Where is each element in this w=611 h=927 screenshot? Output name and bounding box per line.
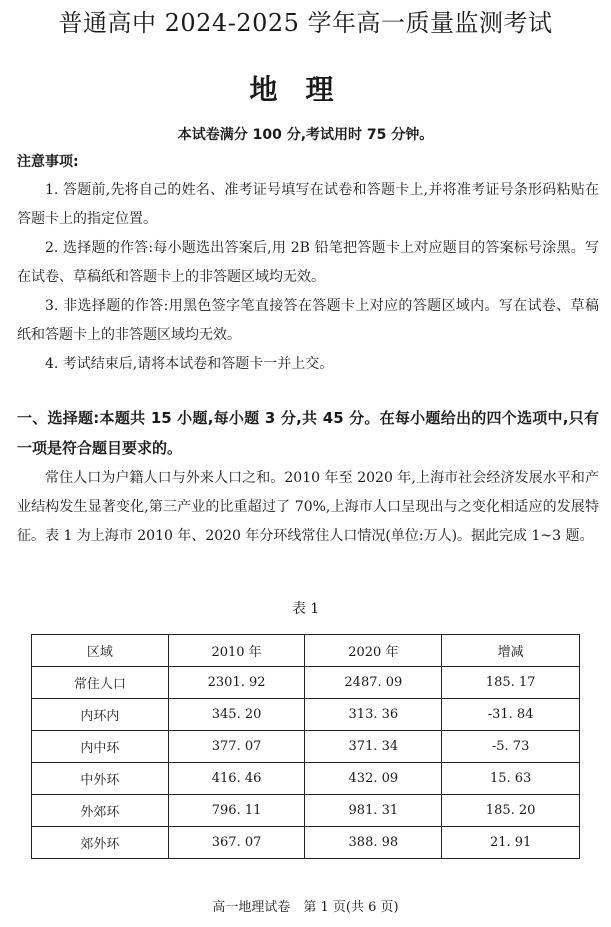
table-row bbox=[32, 699, 580, 731]
cell-2010: 377. 07 bbox=[168, 731, 305, 763]
table-row bbox=[32, 763, 580, 795]
cell-2010: 796. 11 bbox=[168, 795, 305, 827]
exam-info: 本试卷满分 100 分,考试用时 75 分钟。 bbox=[177, 127, 434, 143]
table-row bbox=[32, 667, 580, 699]
subject-title: 地理 bbox=[249, 73, 362, 106]
cell-change: -31. 84 bbox=[442, 699, 580, 731]
cell-change: 15. 63 bbox=[442, 763, 580, 795]
cell-region: 郊外环 bbox=[32, 827, 169, 859]
notice-item-2: 2. 选择题的作答:每小题选出答案后,用 2B 铅笔把答题卡上对应题目的答案标号涂黑。写在试卷、草稿纸和答题卡上的非答题区域均无效。 bbox=[17, 240, 599, 285]
cell-2020: 313. 36 bbox=[305, 699, 442, 731]
table-row bbox=[32, 731, 580, 763]
cell-region: 内环内 bbox=[32, 699, 169, 731]
cell-2010: 367. 07 bbox=[168, 827, 305, 859]
page-footer: 高一地理试卷 第 1 页(共 6 页) bbox=[212, 900, 399, 915]
cell-change: 185. 17 bbox=[442, 667, 580, 699]
population-table bbox=[31, 634, 580, 859]
section-heading: 一、选择题:本题共 15 小题,每小题 3 分,共 45 分。在每小题给出的四个选项中,只有一项是符合题目要求的。 bbox=[17, 409, 599, 457]
cell-change: -5. 73 bbox=[442, 731, 580, 763]
header-change: 增减 bbox=[442, 635, 580, 667]
header-2010: 2010 年 bbox=[168, 635, 305, 667]
header-2020: 2020 年 bbox=[305, 635, 442, 667]
exam-title: 普通高中 2024-2025 学年高一质量监测考试 bbox=[58, 9, 553, 37]
notice-item-4: 4. 考试结束后,请将本试卷和答题卡一并上交。 bbox=[45, 356, 334, 372]
cell-region: 中外环 bbox=[32, 763, 169, 795]
cell-change: 21. 91 bbox=[442, 827, 580, 859]
cell-2020: 388. 98 bbox=[305, 827, 442, 859]
table-header-row bbox=[32, 635, 580, 667]
cell-2020: 2487. 09 bbox=[305, 667, 442, 699]
passage-text: 常住人口为户籍人口与外来人口之和。2010 年至 2020 年,上海市社会经济发展水平和产业结构发生显著变化,第三产业的比重超过了 70%,上海市人口呈现出与之变化相适应的发展特征。表 1 为上海市 2010 年、2020 年分环线常住人口情况(单位:万人)。据此完成 1~3 题。 bbox=[17, 470, 599, 544]
cell-2010: 2301. 92 bbox=[168, 667, 305, 699]
notice-item-1: 1. 答题前,先将自己的姓名、准考证号填写在试卷和答题卡上,并将准考证号条形码粘贴在答题卡上的指定位置。 bbox=[17, 182, 599, 227]
cell-2020: 371. 34 bbox=[305, 731, 442, 763]
table-caption: 表 1 bbox=[291, 601, 320, 617]
notice-heading: 注意事项: bbox=[17, 154, 79, 170]
cell-region: 内中环 bbox=[32, 731, 169, 763]
header-region: 区域 bbox=[32, 635, 169, 667]
cell-change: 185. 20 bbox=[442, 795, 580, 827]
table-row bbox=[32, 795, 580, 827]
notice-item-3: 3. 非选择题的作答:用黑色签字笔直接答在答题卡上对应的答题区域内。写在试卷、草稿纸和答题卡上的非答题区域均无效。 bbox=[17, 298, 599, 343]
table-row bbox=[32, 827, 580, 859]
cell-region: 常住人口 bbox=[32, 667, 169, 699]
cell-region: 外郊环 bbox=[32, 795, 169, 827]
cell-2020: 432. 09 bbox=[305, 763, 442, 795]
cell-2020: 981. 31 bbox=[305, 795, 442, 827]
cell-2010: 345. 20 bbox=[168, 699, 305, 731]
cell-2010: 416. 46 bbox=[168, 763, 305, 795]
